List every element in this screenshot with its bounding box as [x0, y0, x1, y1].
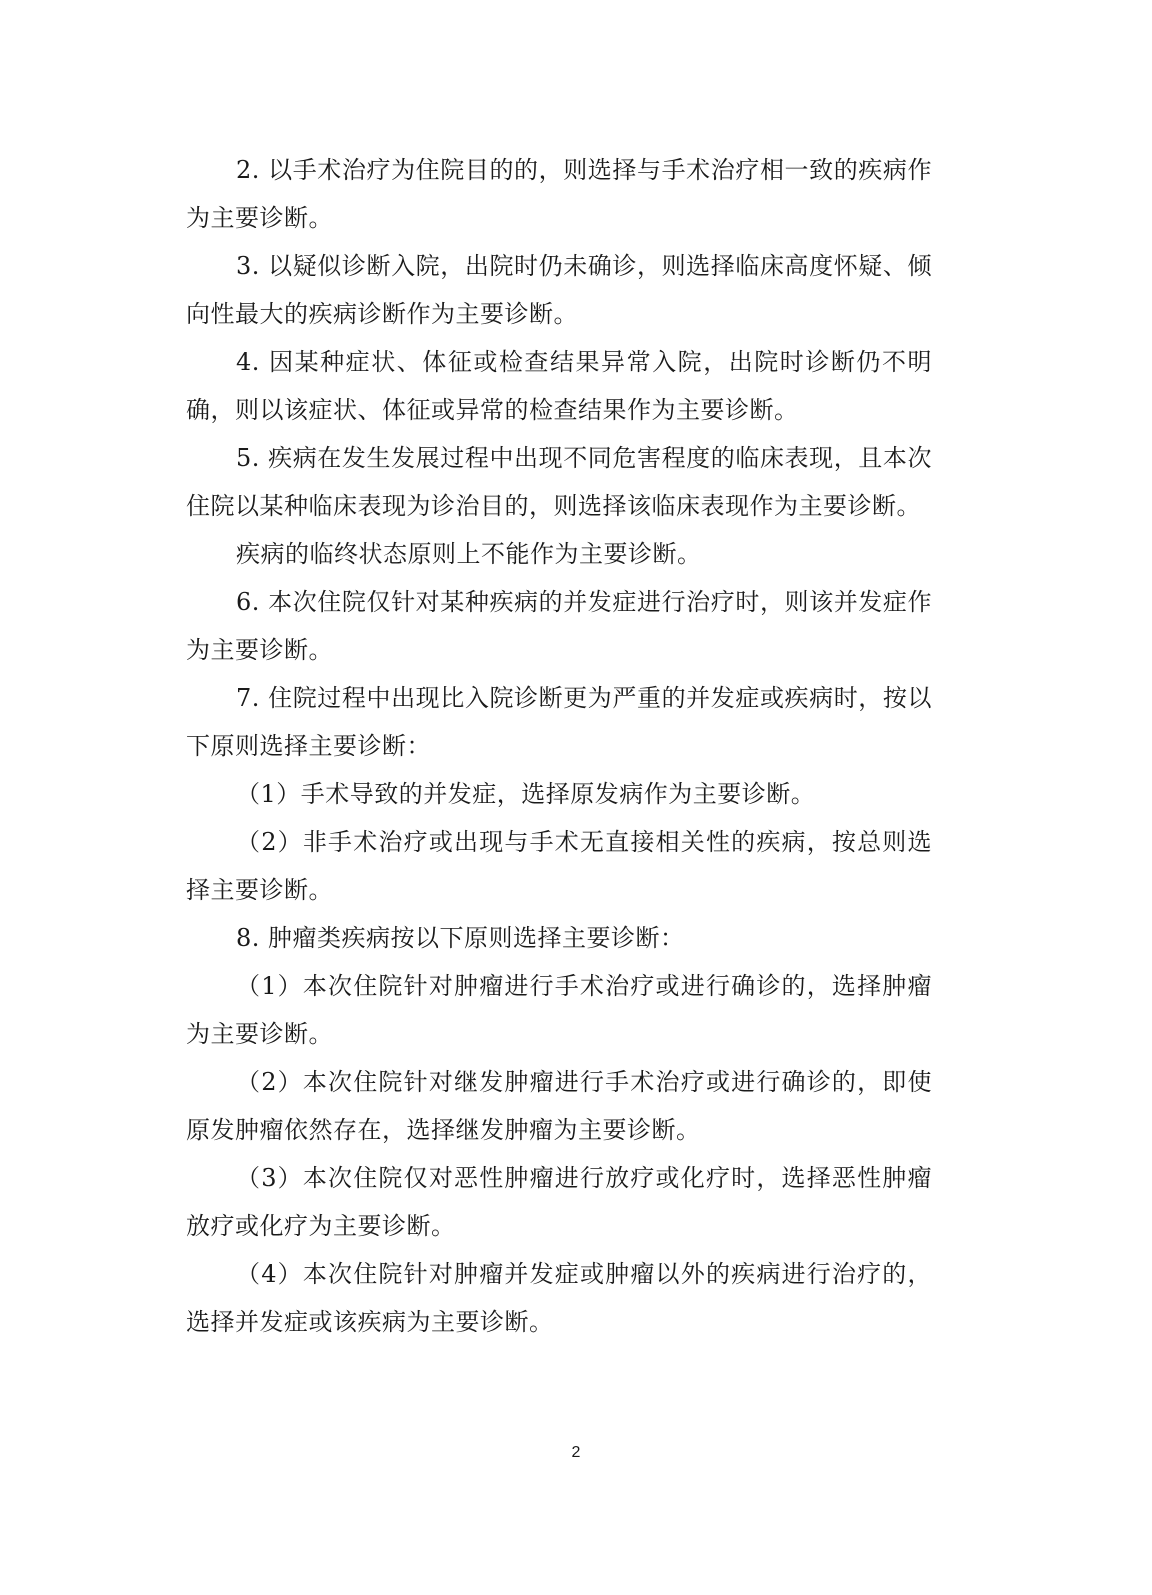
- document-body: [186, 146, 932, 1346]
- paragraph-rule-7: 7. 住院过程中出现比入院诊断更为严重的并发症或疾病时，按以下原则选择主要诊断：: [186, 684, 932, 760]
- paragraph-rule-8-item-2: （2）本次住院针对继发肿瘤进行手术治疗或进行确诊的，即使原发肿瘤依然存在，选择继发肿瘤为主要诊断。: [186, 1068, 932, 1144]
- paragraph-rule-8-item-1: （1）本次住院针对肿瘤进行手术治疗或进行确诊的，选择肿瘤为主要诊断。: [186, 972, 932, 1048]
- paragraph-rule-8-item-4: （4）本次住院针对肿瘤并发症或肿瘤以外的疾病进行治疗的，选择并发症或该疾病为主要诊断。: [186, 1260, 932, 1336]
- page-number: 2: [571, 1444, 581, 1461]
- paragraph-rule-8: 8. 肿瘤类疾病按以下原则选择主要诊断：: [236, 924, 685, 952]
- paragraph-rule-4: 4. 因某种症状、体征或检查结果异常入院，出院时诊断仍不明确，则以该症状、体征或异常的检查结果作为主要诊断。: [186, 348, 932, 424]
- paragraph-rule-2: 2. 以手术治疗为住院目的的，则选择与手术治疗相一致的疾病作为主要诊断。: [186, 156, 932, 232]
- paragraph-rule-5-note: 疾病的临终状态原则上不能作为主要诊断。: [236, 540, 702, 568]
- paragraph-rule-7-item-2: （2）非手术治疗或出现与手术无直接相关性的疾病，按总则选择主要诊断。: [186, 828, 932, 904]
- paragraph-rule-5: 5. 疾病在发生发展过程中出现不同危害程度的临床表现，且本次住院以某种临床表现为诊治目的，则选择该临床表现作为主要诊断。: [186, 444, 932, 520]
- paragraph-rule-8-item-3: （3）本次住院仅对恶性肿瘤进行放疗或化疗时，选择恶性肿瘤放疗或化疗为主要诊断。: [186, 1164, 932, 1240]
- paragraph-rule-7-item-1: （1）手术导致的并发症，选择原发病作为主要诊断。: [236, 780, 816, 808]
- paragraph-rule-3: 3. 以疑似诊断入院，出院时仍未确诊，则选择临床高度怀疑、倾向性最大的疾病诊断作为主要诊断。: [186, 252, 932, 328]
- paragraph-rule-6: 6. 本次住院仅针对某种疾病的并发症进行治疗时，则该并发症作为主要诊断。: [186, 588, 932, 664]
